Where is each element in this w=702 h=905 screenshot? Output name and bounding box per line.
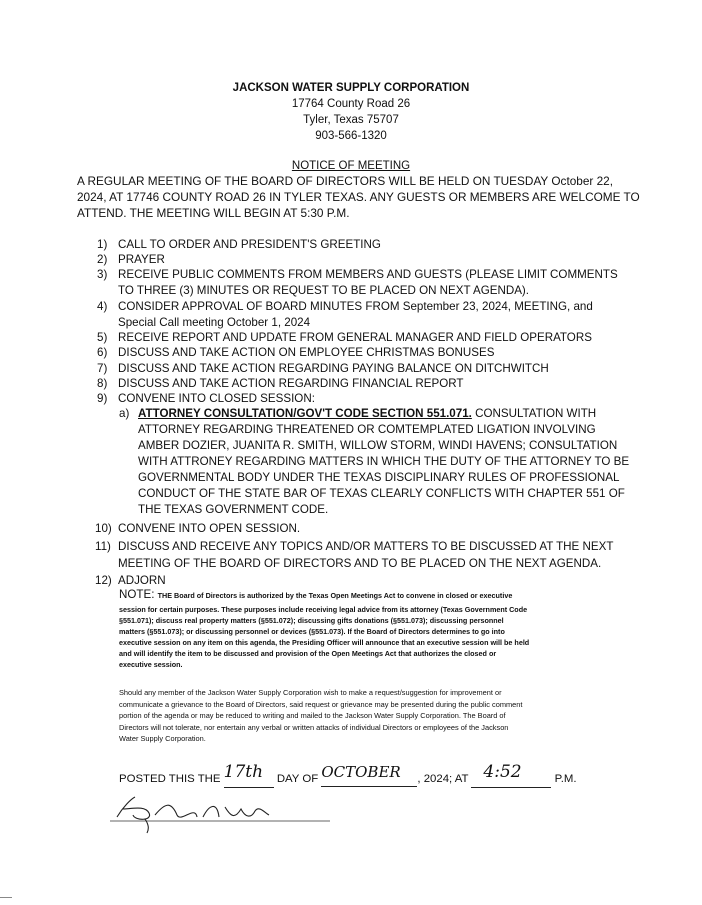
grievance-line-1: Should any member of the Jackson Water Supply Corporation wish to make a request/suggestion for improvement or <box>119 688 502 697</box>
item-text-line-1: CONSIDER APPROVAL OF BOARD MINUTES FROM September 23, 2024, MEETING, and <box>118 300 593 313</box>
posted-day-value: 17th <box>223 762 264 782</box>
sub-item-line-4: WITH ATTRONEY REGARDING MATTERS IN WHICH THE DUTY OF THE ATTORNEY TO BE <box>138 455 630 468</box>
address-line-2: Tyler, Texas 75707 <box>303 114 399 126</box>
item-text: CONVENE INTO CLOSED SESSION: <box>118 392 315 405</box>
item-number: 12) <box>95 574 112 587</box>
sub-item-heading: ATTORNEY CONSULTATION/GOV'T CODE SECTION 551.071. <box>138 407 472 420</box>
grievance-paragraph <box>119 687 594 745</box>
item-text-line-2: TO THREE (3) MINUTES OR REQUEST TO BE PLACED ON NEXT AGENDA). <box>118 284 530 297</box>
item-number: 2) <box>97 253 108 266</box>
grievance-line-3: portion of the agenda or may be reduced to writing and mailed to the Jackson Water Supply Corporation. The Board of <box>119 711 506 721</box>
phone-number: 903-566-1320 <box>315 130 387 142</box>
org-name: JACKSON WATER SUPPLY CORPORATION <box>232 82 470 94</box>
item-number: 10) <box>95 522 112 535</box>
item-number: 8) <box>97 377 108 390</box>
notice-title: NOTICE OF MEETING <box>291 160 411 172</box>
item-number: 11) <box>95 540 111 553</box>
item-text: ADJORN <box>118 574 166 587</box>
intro-line-1: A REGULAR MEETING OF THE BOARD OF DIRECTORS WILL BE HELD ON TUESDAY October 22, <box>77 174 614 188</box>
item-text-line-1: DISCUSS AND RECEIVE ANY TOPICS AND/OR MATTERS TO BE DISCUSSED AT THE NEXT <box>118 540 614 553</box>
sub-item-line-3: AMBER DOZIER, JUANITA R. SMITH, WILLOW STORM, WINDI HAVENS; CONSULTATION <box>138 439 618 452</box>
note-line-4: matters (§551.073); or discussing personnel or devices (§551.073). If the Board of Directors determines to go into <box>119 627 505 636</box>
posted-day-of: DAY OF <box>276 773 319 785</box>
note-line-6: and will identify the item to be discussed and provision of the Open Meetings Act that authorizes the closed or <box>119 649 497 658</box>
note-line-1-text: THE Board of Directors is authorized by the Texas Open Meetings Act to convene in closed or executive <box>157 591 513 600</box>
intro-line-3: ATTEND. THE MEETING WILL BEGIN AT 5:30 P.M. <box>77 206 350 220</box>
signature <box>105 795 335 835</box>
posted-line <box>119 762 699 788</box>
item-text: CALL TO ORDER AND PRESIDENT'S GREETING <box>118 238 381 251</box>
posted-year-at: , 2024; AT <box>417 773 469 785</box>
note-label: NOTE: <box>119 588 158 601</box>
posted-time-value: 4:52 <box>483 762 522 782</box>
note-line-5: executive session on any item on this agenda, the Presiding Officer will announce that an executive session will be held <box>119 638 530 647</box>
grievance-line-2: communicate a grievance to the Board of Directors, said request or grievance may be presented during the public comment <box>119 699 523 709</box>
sub-item-line-6: CONDUCT OF THE STATE BAR OF TEXAS CLEARLY CONFLICTS WITH CHAPTER 551 OF <box>138 487 625 500</box>
item-number: 9) <box>97 392 108 405</box>
posted-month-value: OCTOBER <box>321 763 401 781</box>
address-line-1: 17764 County Road 26 <box>291 98 411 110</box>
signature-text: Lloyd Wa <box>165 803 231 819</box>
sub-item-line-1 <box>138 406 698 422</box>
item-number: 6) <box>97 346 108 359</box>
item-text: DISCUSS AND TAKE ACTION REGARDING PAYING BALANCE ON DITCHWITCH <box>118 362 549 375</box>
item-text: DISCUSS AND TAKE ACTION REGARDING FINANCIAL REPORT <box>118 377 464 390</box>
intro-line-2: 2024, AT 17746 COUNTY ROAD 26 IN TYLER TEXAS. ANY GUESTS OR MEMBERS ARE WELCOME TO <box>77 190 640 204</box>
item-text: RECEIVE REPORT AND UPDATE FROM GENERAL MANAGER AND FIELD OPERATORS <box>118 331 592 344</box>
item-text: DISCUSS AND TAKE ACTION ON EMPLOYEE CHRISTMAS BONUSES <box>118 346 495 359</box>
posted-prefix: POSTED THIS THE <box>119 773 221 785</box>
item-text-line-2: Special Call meeting October 1, 2024 <box>118 316 311 329</box>
item-text-line-1: RECEIVE PUBLIC COMMENTS FROM MEMBERS AND GUESTS (PLEASE LIMIT COMMENTS <box>118 268 618 281</box>
item-text: CONVENE INTO OPEN SESSION. <box>118 522 301 535</box>
item-text: PRAYER <box>118 253 165 266</box>
scan-edge-mark <box>0 897 12 898</box>
item-number: 1) <box>97 238 108 251</box>
posted-time-field <box>471 762 551 788</box>
sub-item-line-5: GOVERNMENTAL BODY UNDER THE TEXAS DISCIPLINARY RULES OF PROFESSIONAL <box>138 471 620 484</box>
item-number: 3) <box>97 268 108 281</box>
note-paragraph <box>119 589 589 670</box>
note-line-1 <box>119 589 589 601</box>
sub-item-line-7: THE TEXAS GOVERNMENT CODE. <box>138 503 329 516</box>
sub-item-line-1-rest: CONSULTATION WITH <box>471 407 597 420</box>
item-number: 5) <box>97 331 108 344</box>
sub-item-letter: a) <box>119 407 130 420</box>
posted-month-field <box>321 763 417 787</box>
sub-item-line-2: ATTORNEY REGARDING THREATENED OR COMTEMPLATED LIGATION INVOLVING <box>138 423 596 436</box>
posted-day-field <box>223 762 274 788</box>
note-line-7: executive session. <box>119 660 183 669</box>
note-line-2: session for certain purposes. These purposes include receiving legal advice from its attorney (Texas Government Code <box>119 605 528 614</box>
item-number: 4) <box>97 300 108 313</box>
note-line-3: §551.071); discuss real property matters (§551.072); discussing gifts donations (§551.073); discussing personnel <box>119 616 504 625</box>
posted-suffix: P.M. <box>554 773 577 785</box>
grievance-line-4: Directors will not tolerate, nor entertain any verbal or written attacks of individual Directors or employees of the Jackson <box>119 722 509 732</box>
item-text-line-2: MEETING OF THE BOARD OF DIRECTORS AND TO BE PLACED ON THE NEXT AGENDA. <box>118 557 602 570</box>
grievance-line-5: Water Supply Corporation. <box>119 734 206 744</box>
item-number: 7) <box>97 362 108 375</box>
